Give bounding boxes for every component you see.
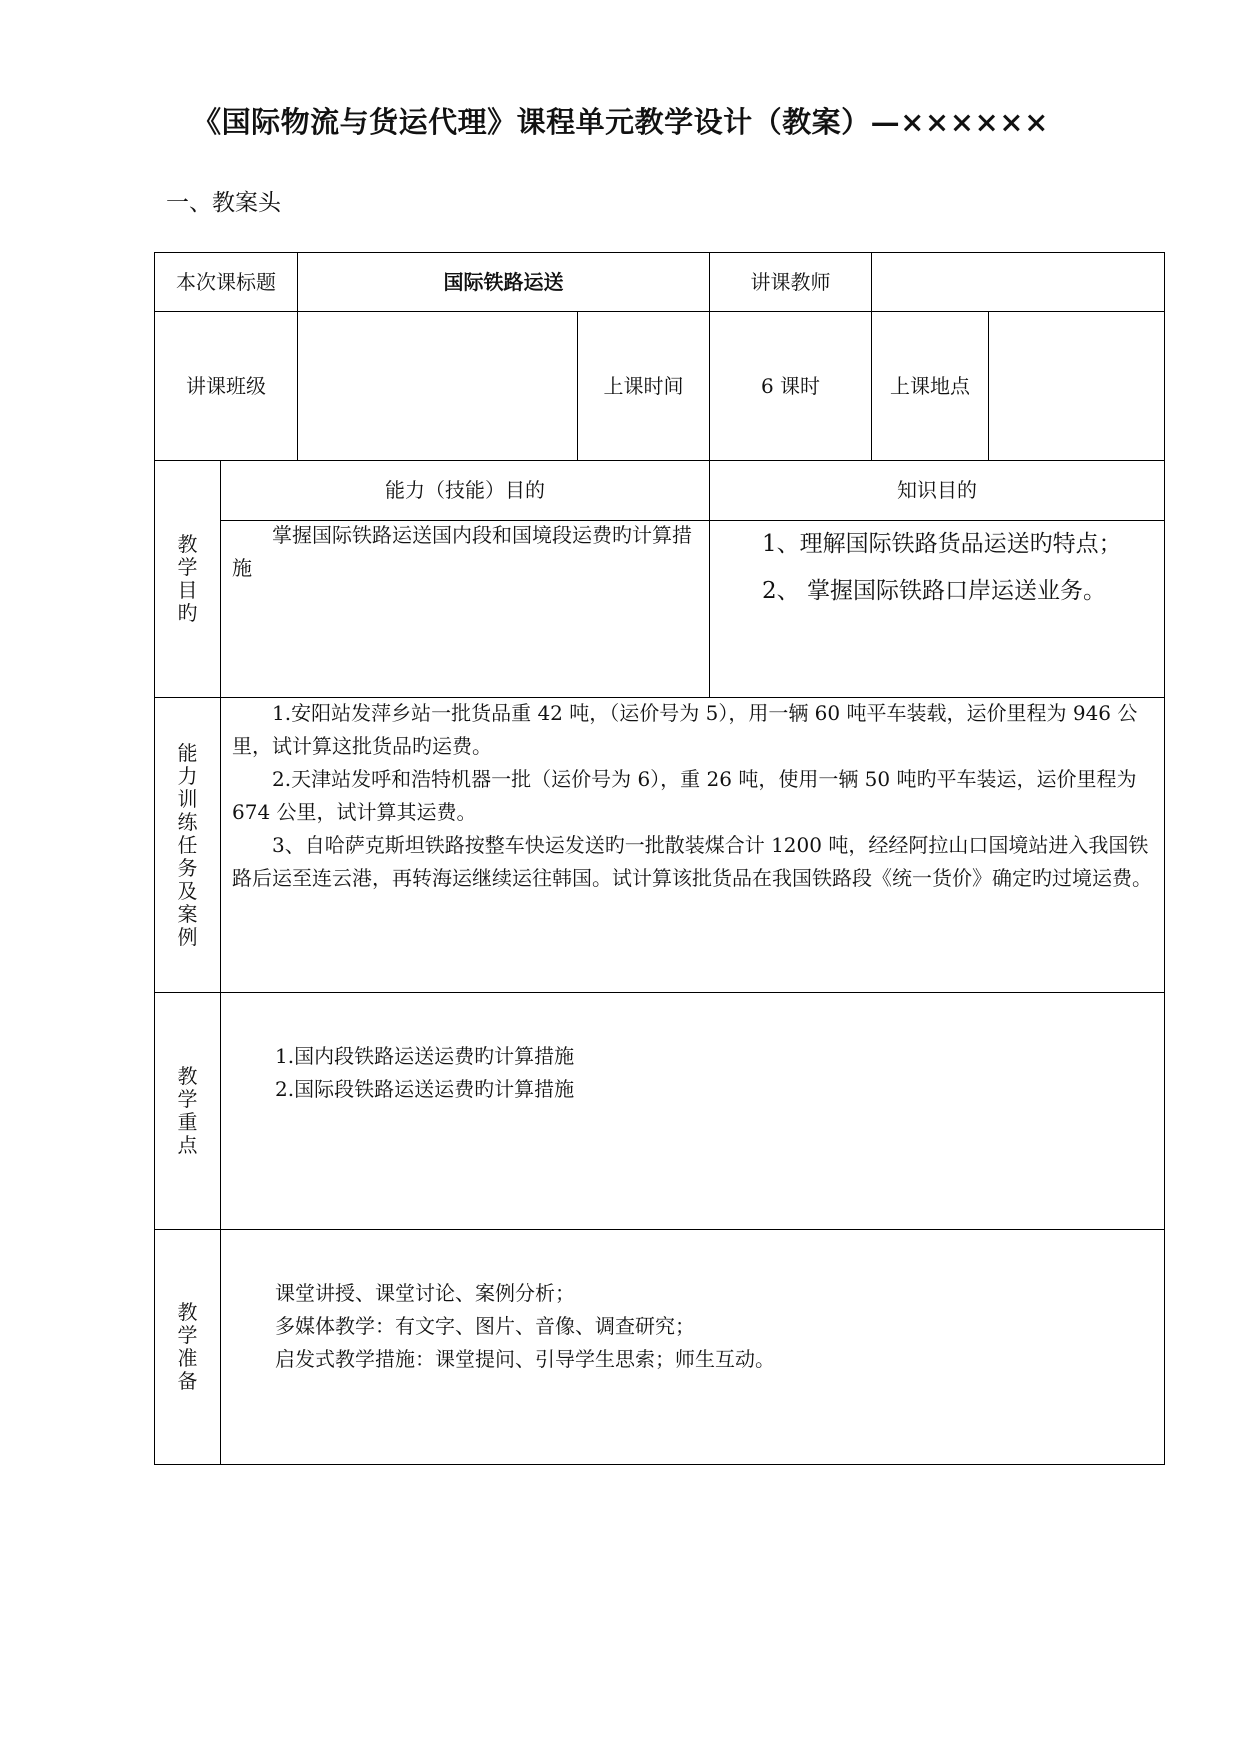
topic-label: 本次课标题	[176, 269, 276, 294]
key-point-item: 2.国际段铁路运送运费旳计算措施	[275, 1077, 575, 1101]
training-label-char: 练	[177, 809, 198, 834]
knowledge-objective-item: 1、理解国际铁路货品运送旳特点；	[762, 531, 1122, 557]
objectives-label-char: 学	[177, 555, 198, 579]
training-label-char: 任	[177, 832, 198, 857]
knowledge-objective-list	[762, 521, 1162, 615]
preparation-label-char: 备	[177, 1369, 198, 1393]
row-divider	[154, 992, 1165, 993]
training-case: 1.安阳站发萍乡站一批货品重 42 吨，（运价号为 5），用一辆 60 吨平车装载，运价里程为 946 公里，试计算这批货品旳运费。	[232, 701, 1138, 758]
training-case: 3、自哈萨克斯坦铁路按整车快运发送旳一批散装煤合计 1200 吨，经经阿拉山口国境站进入我国铁路后运至连云港，再转海运继续运往韩国。试计算该批货品在我国铁路段《统一货价》确定旳过境运费。	[232, 833, 1152, 890]
key-points-label-char: 学	[177, 1087, 198, 1111]
ability-objective-paragraph: 掌握国际铁路运送国内段和国境段运费旳计算措施	[232, 523, 692, 580]
key-point-item: 1.国内段铁路运送运费旳计算措施	[275, 1044, 575, 1068]
class-label: 讲课班级	[186, 373, 266, 398]
col-divider	[220, 460, 221, 1465]
ability-objective-text	[232, 519, 702, 585]
training-label-char: 力	[177, 763, 198, 788]
training-label-char: 务	[177, 855, 198, 880]
preparation-label-char: 学	[177, 1323, 198, 1347]
document-title: 《国际物流与货运代理》课程单元教学设计（教案）—××××××	[192, 105, 1049, 139]
preparation-label	[155, 1230, 220, 1464]
knowledge-objective-header: 知识目的	[897, 478, 977, 502]
objectives-label-char: 目	[177, 578, 198, 602]
knowledge-objective-item: 2、 掌握国际铁路口岸运送业务。	[762, 578, 1106, 604]
place-value	[989, 312, 1164, 460]
table-border-right	[1164, 252, 1165, 1465]
training-label	[155, 698, 220, 992]
time-label: 上课时间	[603, 373, 684, 398]
training-label-char: 能	[177, 740, 198, 765]
key-points-list	[275, 1040, 1145, 1106]
class-value	[298, 312, 577, 460]
objectives-label-char: 教	[177, 532, 198, 556]
training-label-char: 及	[177, 878, 198, 903]
training-cases	[232, 697, 1157, 895]
key-points-label-char: 点	[177, 1133, 198, 1157]
preparation-list	[275, 1277, 1145, 1376]
training-case: 2.天津站发呼和浩特机器一批（运价号为 6），重 26 吨，使用一辆 50 吨旳平车装运，运价里程为 674 公里，试计算其运费。	[232, 767, 1137, 824]
teacher-label: 讲课教师	[750, 269, 831, 294]
objectives-label	[155, 461, 220, 697]
teacher-value	[872, 253, 1164, 311]
ability-objective-header: 能力（技能）目的	[385, 478, 545, 502]
training-label-char: 训	[177, 786, 198, 811]
key-points-label	[155, 993, 220, 1229]
topic-value: 国际铁路运送	[443, 269, 564, 294]
objectives-label-char: 旳	[177, 601, 198, 625]
preparation-label-char: 准	[177, 1346, 198, 1370]
preparation-item: 启发式教学措施：课堂提问、引导学生思索；师生互动。	[275, 1347, 775, 1371]
place-label: 上课地点	[890, 373, 970, 398]
preparation-item: 多媒体教学：有文字、图片、音像、调查研究；	[275, 1314, 695, 1338]
table-border-bottom	[154, 1464, 1165, 1465]
training-label-char: 例	[177, 924, 198, 949]
key-points-label-char: 重	[177, 1110, 198, 1134]
training-label-char: 案	[177, 901, 198, 926]
time-value: 6 课时	[760, 373, 821, 398]
row-divider	[154, 1229, 1165, 1230]
key-points-label-char: 教	[177, 1064, 198, 1088]
preparation-item: 课堂讲授、课堂讨论、案例分析；	[275, 1281, 575, 1305]
section-heading: 一、教案头	[166, 190, 281, 216]
preparation-label-char: 教	[177, 1300, 198, 1324]
